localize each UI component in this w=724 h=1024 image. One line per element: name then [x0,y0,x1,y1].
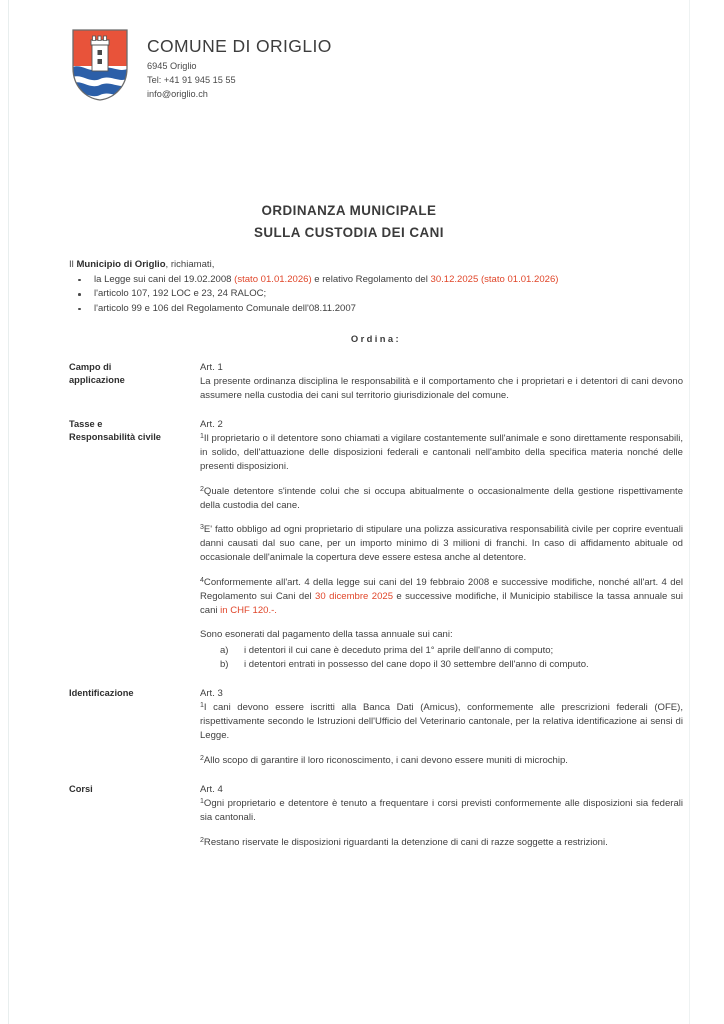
article-4-paragraph-2-text: Restano riservate le disposizioni riguardanti la detenzione di cani di razze soggette a restrizioni. [203,836,608,848]
article-4-paragraph-1-text: Ogni proprietario e detentore è tenuto a frequentare i corsi previsti conformemente alle disposizioni sia federali sia cantonali. [200,798,683,824]
article-4-paragraph-1 [200,797,683,825]
article-2-body [200,418,683,672]
article-2-paragraph-4-sup: 4 [200,577,204,584]
article-1-paragraph-1-text: La presente ordinanza disciplina le responsabilità e il comportamento che i proprietari e i detentori di cani devono assumere nella custodia dei cani sul territorio giurisdizionale del comune. [200,376,683,401]
bullet-1-red2: 30.12.2025 (stato 01.01.2026) [430,273,559,285]
article-2-paragraph-4-seg1: Conformemente all'art. 4 della legge sui cani del 19 febbraio 2008 e successive modifiche, nonché all'art. 4 del Regolamento sui Cani del [200,576,683,602]
intro-bullet-list [69,273,683,317]
bullet-1-seg2: e relativo Regolamento del [311,273,431,285]
article-4-paragraph-2 [200,836,683,850]
ordina-heading: Ordina: [350,333,402,345]
list-item [200,644,683,658]
article-3-paragraph-1 [200,701,683,742]
article-2-label [69,418,200,672]
article-2-paragraph-4 [200,576,683,617]
exemption-list [200,644,683,672]
article-3 [69,687,683,768]
article-2-paragraph-2 [200,485,683,513]
article-4 [69,783,683,850]
article-4-body [200,783,683,850]
article-3-paragraph-1-text: I cani devono essere iscritti alla Banca Dati (Amicus), conformemente alle prescrizioni federali (OFE), rispettivamente secondo le Istruzioni dell'Ufficio del Veterinario cantonale, per la relativa identificazione ai sensi di Legge. [200,702,683,742]
article-4-paragraph-2-sup: 2 [200,837,204,845]
email-line: info@origlio.ch [147,89,208,100]
article-4-label [69,783,200,850]
article-3-paragraph-2 [200,754,683,768]
organization-name: COMUNE DI ORIGLIO [147,36,332,56]
exemption-text-a: i detentori il cui cane è deceduto prima del 1° aprile dell'anno di computo; [244,645,554,657]
coat-of-arms-icon [71,28,129,102]
list-item: l'articolo 99 e 106 del Regolamento Comunale dell'08.11.2007 [69,302,683,317]
article-2-paragraph-3-text: E' fatto obbligo ad ogni proprietario di stipulare una polizza assicurativa responsabilità civile per coprire eventuali danni causati dal suo cane, per un importo minimo di 3 milioni di franchi. In caso di affidamento abituale od occasionale dell'animale la copertura deve essere estesa anche al detentore. [200,524,683,564]
phone-line: Tel: +41 91 945 15 55 [147,75,236,86]
article-2-paragraph-1-text: Il proprietario o il detentore sono chiamati a vigilare costantemente sull'animale e sono direttamente responsabili, in solido, dell'attuazione delle disposizioni federali e cantonali nell'ambito della specifica materia nonché delle presenti disposizioni. [200,433,683,472]
article-3-paragraph-2-text: Allo scopo di garantire il loro riconoscimento, i cani devono essere muniti di microchip. [203,754,568,766]
title-line-2: SULLA CUSTODIA DEI CANI [254,224,444,240]
article-2 [69,418,683,672]
article-2-paragraph-2-text: Quale detentore s'intende colui che si occupa abitualmente o occasionalmente della gestione rispettivamente della custodia del cane. [200,485,683,511]
article-3-number: Art. 3 [200,687,223,699]
intro-lead-prefix: Il [69,259,77,270]
article-4-label-line1: Corsi [69,783,93,794]
article-2-paragraph-4-seg2: e successive modifiche, il Municipio stabilisce la tassa annuale sui cani [200,590,683,616]
article-1 [69,361,683,403]
bullet-1-red1: (stato 01.01.2026) [234,273,312,285]
article-3-body [200,687,683,768]
article-3-label [69,687,200,768]
list-item [200,658,683,672]
intro-lead [69,258,683,272]
exemption-intro: Sono esonerati dal pagamento della tassa annuale sui cani: [200,629,453,641]
article-2-paragraph-4-red1: 30 dicembre 2025 [315,590,394,602]
bullet-1-seg1: la Legge sui cani del 19.02.2008 [94,273,235,285]
article-2-paragraph-4-red2: in CHF 120.-. [220,604,277,616]
article-3-paragraph-1-sup: 1 [200,702,204,710]
intro-lead-bold: Municipio di Origlio [76,259,166,270]
article-2-paragraph-3 [200,523,683,564]
article-3-paragraph-2-sup: 2 [200,755,204,762]
title-line-1: ORDINANZA MUNICIPALE [261,203,437,218]
intro-lead-suffix: , richiamati, [165,259,215,270]
article-2-paragraph-3-sup: 3 [200,524,204,532]
article-2-number: Art. 2 [200,418,223,430]
organization-block [147,28,332,102]
exemption-marker-b: b) [220,659,229,671]
list-item [69,273,683,288]
article-4-paragraph-1-sup: 1 [200,798,204,806]
article-2-label-line1: Tasse e [69,418,103,429]
article-2-paragraph-1-sup: 1 [200,433,204,441]
exemption-text-b: i detentori entrati in possesso del cane dopo il 30 settembre dell'anno di computo. [244,659,589,671]
list-item: l'articolo 107, 192 LOC e 23, 24 RALOC; [69,287,683,302]
document-body [69,258,683,850]
article-1-label-line2: applicazione [69,374,125,385]
article-2-paragraph-1 [200,432,683,473]
article-1-paragraph-1 [200,375,683,403]
article-2-label-line2: Responsabilità civile [69,431,161,442]
article-1-label-line1: Campo di [69,361,112,372]
contact-lines [147,60,332,102]
article-1-number: Art. 1 [200,361,223,373]
article-1-label [69,361,200,403]
article-3-label-line1: Identificazione [69,687,134,698]
address-line: 6945 Origlio [147,61,197,72]
document-title [9,200,689,243]
article-4-number: Art. 4 [200,783,223,795]
article-2-paragraph-2-sup: 2 [200,485,204,493]
letterhead [71,28,332,102]
exemption-marker-a: a) [220,645,229,657]
document-page [8,0,690,1024]
article-1-body [200,361,683,403]
